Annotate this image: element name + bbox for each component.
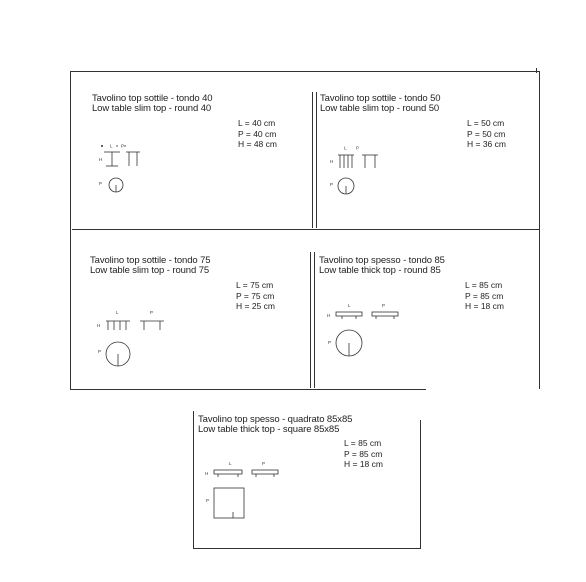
label-depth: P: [121, 143, 125, 149]
frame-top-right-cap: [536, 68, 537, 73]
product-title-english: Low table slim top - round 40: [92, 103, 212, 114]
dimension-depth: P = 85 cm: [465, 290, 504, 301]
label-depth-plan: P: [206, 498, 210, 503]
technical-drawing: [96, 140, 156, 196]
dimension-length: L = 40 cm: [238, 118, 276, 128]
label-height: H: [205, 471, 209, 476]
product-title-english: Low table slim top - round 75: [90, 265, 210, 276]
label-height: H: [330, 159, 334, 164]
product-title-english: Low table thick top - round 85: [319, 265, 441, 276]
label-length: L: [348, 303, 351, 308]
label-depth: P: [382, 303, 386, 308]
card5-right-line: [420, 420, 421, 549]
dimension-list: [465, 280, 504, 312]
frame-top-line: [70, 71, 540, 72]
technical-drawing: [328, 142, 388, 198]
dimension-list: [238, 118, 277, 150]
frame-divider-right: [316, 92, 317, 228]
dimension-depth: P = 40 cm: [238, 128, 277, 139]
product-title-english: Low table thick top - square 85x85: [198, 424, 340, 435]
label-depth-plan: P: [98, 349, 102, 354]
dimension-depth: P = 85 cm: [344, 448, 383, 459]
frame-divider-left: [312, 92, 313, 228]
dimension-list: [236, 280, 275, 312]
product-title-italian: Tavolino top sottile - tondo 75: [90, 255, 211, 266]
label-depth-plan: P: [328, 340, 332, 345]
technical-drawing: [202, 456, 292, 522]
product-title-italian: Tavolino top spesso - quadrato 85x85: [198, 414, 353, 425]
dimension-depth: P = 75 cm: [236, 290, 275, 301]
card5-left-line: [193, 411, 194, 549]
dimension-height: H = 18 cm: [465, 301, 504, 311]
frame-bottom-line: [70, 389, 426, 390]
dimension-height: H = 18 cm: [344, 459, 383, 469]
label-length: L: [344, 145, 347, 151]
label-depth: P: [356, 145, 360, 151]
dimension-length: L = 50 cm: [467, 118, 505, 128]
dimension-height: H = 25 cm: [236, 301, 275, 311]
dimension-list: [344, 438, 383, 470]
dimension-list: [467, 118, 506, 150]
product-title-italian: Tavolino top sottile - tondo 40: [92, 93, 213, 104]
dimension-height: H = 36 cm: [467, 139, 506, 149]
label-depth-plan: P: [99, 181, 103, 186]
label-depth: P: [150, 310, 154, 315]
dimension-depth: P = 50 cm: [467, 128, 506, 139]
label-length: L: [116, 310, 119, 315]
label-height: H: [99, 157, 103, 162]
label-length: L: [229, 461, 232, 466]
product-title-english: Low table slim top - round 50: [320, 103, 440, 114]
technical-drawing: [324, 298, 414, 364]
product-title-italian: Tavolino top sottile - tondo 50: [320, 93, 441, 104]
card5-bottom-line: [193, 548, 421, 549]
label-height: H: [327, 313, 331, 318]
product-title-italian: Tavolino top spesso - tondo 85: [319, 255, 445, 266]
frame-left-line: [70, 71, 71, 389]
dimension-length: L = 85 cm: [465, 280, 503, 290]
dimension-height: H = 48 cm: [238, 139, 277, 149]
dimension-length: L = 75 cm: [236, 280, 274, 290]
frame-divider-right-2: [314, 252, 315, 388]
technical-drawing: [94, 306, 174, 372]
label-length: L: [110, 143, 113, 149]
label-depth: P: [262, 461, 266, 466]
label-height: H: [97, 323, 101, 328]
dimension-length: L = 85 cm: [344, 438, 382, 448]
frame-middle-line: [72, 229, 540, 230]
frame-divider-left-2: [310, 252, 311, 388]
frame-right-line: [539, 71, 540, 389]
label-depth-plan: P: [330, 182, 334, 187]
